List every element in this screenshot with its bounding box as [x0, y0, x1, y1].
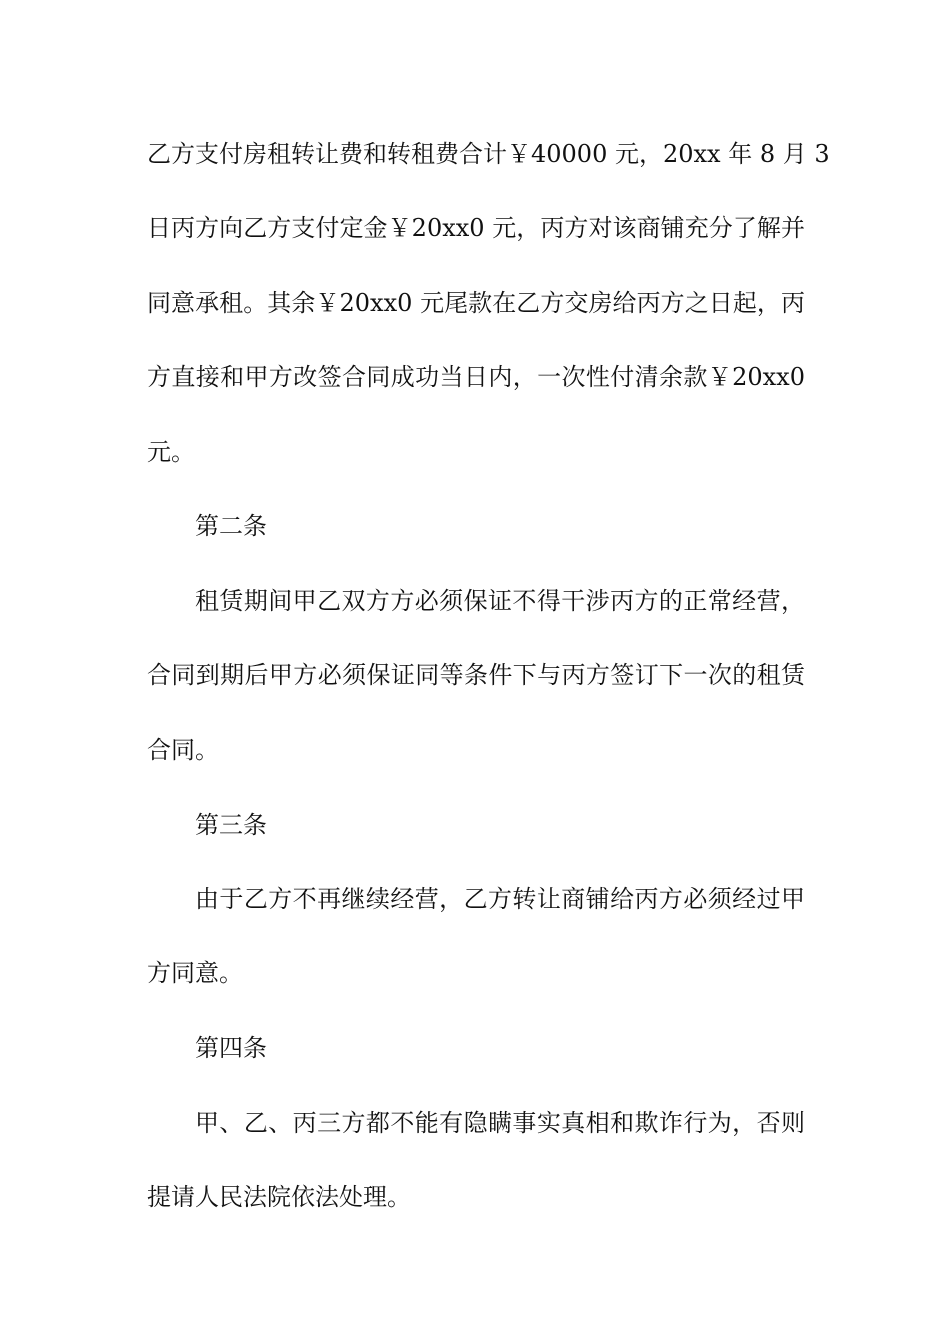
paragraph-line: 甲、乙、丙三方都不能有隐瞒事实真相和欺诈行为，否则: [195, 1109, 805, 1137]
paragraph-line: 日丙方向乙方支付定金￥20xx0 元，丙方对该商铺充分了解并: [147, 214, 805, 242]
paragraph-line: 方直接和甲方改签合同成功当日内，一次性付清余款￥20xx0: [147, 363, 805, 391]
paragraph-line: 提请人民法院依法处理。: [147, 1183, 411, 1211]
article-heading: 第二条: [195, 512, 267, 540]
paragraph-line: 方同意。: [147, 959, 243, 987]
article-heading: 第三条: [195, 811, 267, 839]
article-heading: 第四条: [195, 1034, 267, 1062]
paragraph-line: 合同。: [147, 736, 219, 764]
paragraph-line: 合同到期后甲方必须保证同等条件下与丙方签订下一次的租赁: [147, 661, 805, 689]
paragraph-line: 由于乙方不再继续经营，乙方转让商铺给丙方必须经过甲: [195, 885, 805, 913]
paragraph-line: 租赁期间甲乙双方方必须保证不得干涉丙方的正常经营，: [195, 587, 805, 615]
paragraph-line: 元。: [147, 438, 195, 466]
paragraph-line: 乙方支付房租转让费和转租费合计￥40000 元，20xx 年 8 月 3: [147, 140, 830, 168]
paragraph-line: 同意承租。其余￥20xx0 元尾款在乙方交房给丙方之日起，丙: [147, 289, 805, 317]
